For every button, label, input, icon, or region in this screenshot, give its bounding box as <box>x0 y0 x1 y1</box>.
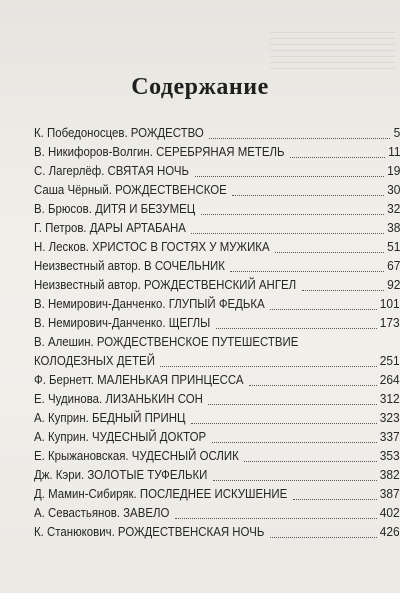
toc-page-number: 92 <box>386 277 400 292</box>
toc-entry-title: В. Немирович-Данченко. ГЛУПЫЙ ФЕДЬКА <box>34 296 265 311</box>
toc-entry-title: В. Алешин. РОЖДЕСТВЕНСКОЕ ПУТЕШЕСТВИЕ <box>34 334 299 349</box>
toc-page-number: 402 <box>380 505 400 520</box>
bleed-through-text <box>270 32 395 72</box>
toc-entry <box>34 313 400 332</box>
dot-leader <box>213 479 377 481</box>
toc-page-number: 5 <box>393 125 400 140</box>
toc-page-number: 337 <box>380 429 400 444</box>
toc-entry-title: А. Севастьянов. ЗАВЕЛО <box>34 505 170 520</box>
toc-page-number: 101 <box>380 296 400 311</box>
toc-page-number: 382 <box>380 467 400 482</box>
toc-entry <box>34 142 400 161</box>
toc-entry <box>34 237 400 256</box>
dot-leader <box>244 460 377 462</box>
toc-entry <box>34 218 400 237</box>
toc-entry-title: Неизвестный автор. РОЖДЕСТВЕНСКИЙ АНГЕЛ <box>34 277 297 292</box>
toc-page-number: 251 <box>380 353 400 368</box>
toc-page-number: 30 <box>386 182 400 197</box>
toc-entry-title: А. Куприн. ЧУДЕСНЫЙ ДОКТОР <box>34 429 207 444</box>
toc-entry <box>34 275 400 294</box>
dot-leader <box>270 308 377 310</box>
toc-entry-title: Е. Чудинова. ЛИЗАНЬКИН СОН <box>34 391 203 406</box>
dot-leader <box>191 232 383 234</box>
toc-entry-title: С. Лагерлёф. СВЯТАЯ НОЧЬ <box>34 163 190 178</box>
toc-entry <box>34 465 400 484</box>
toc-entry-title: Н. Лесков. ХРИСТОС В ГОСТЯХ У МУЖИКА <box>34 239 270 254</box>
toc-entry <box>34 446 400 465</box>
toc-entry <box>34 408 400 427</box>
toc-entry <box>34 332 400 370</box>
toc-page-number: 312 <box>380 391 400 406</box>
toc-entry <box>34 161 400 180</box>
dot-leader <box>293 498 377 500</box>
toc-entry-title: К. Победоносцев. РОЖДЕСТВО <box>34 125 204 140</box>
toc-entry-title: Дж. Кэри. ЗОЛОТЫЕ ТУФЕЛЬКИ <box>34 467 208 482</box>
toc-page-number: 264 <box>380 372 400 387</box>
toc-entry <box>34 389 400 408</box>
toc-entry <box>34 199 400 218</box>
toc-entry-title: К. Станюкович. РОЖДЕСТВЕНСКАЯ НОЧЬ <box>34 524 265 539</box>
toc-entry-title: Саша Чёрный. РОЖДЕСТВЕНСКОЕ <box>34 182 227 197</box>
dot-leader <box>195 175 384 177</box>
dot-leader <box>270 536 377 538</box>
toc-page-number: 38 <box>386 220 400 235</box>
dot-leader <box>290 156 385 158</box>
dot-leader <box>302 289 384 291</box>
dot-leader <box>209 137 390 139</box>
toc-entry <box>34 427 400 446</box>
dot-leader <box>191 422 377 424</box>
toc-entry-title: Неизвестный автор. В СОЧЕЛЬНИК <box>34 258 225 273</box>
toc-entry <box>34 256 400 275</box>
dot-leader <box>208 403 377 405</box>
page-title: Содержание <box>131 74 269 100</box>
toc-entry <box>34 123 400 142</box>
toc-entry-title: Г. Петров. ДАРЫ АРТАБАНА <box>34 220 186 235</box>
toc-entry-title-continued: КОЛОДЕЗНЫХ ДЕТЕЙ <box>34 353 155 368</box>
toc-entry <box>34 370 400 389</box>
toc-page-number: 32 <box>386 201 400 216</box>
toc-page-number: 11 <box>387 144 400 159</box>
toc-page-number: 173 <box>380 315 400 330</box>
toc-page-number: 51 <box>386 239 400 254</box>
toc-page-number: 19 <box>386 163 400 178</box>
dot-leader <box>249 384 377 386</box>
toc-page-number: 387 <box>380 486 400 501</box>
toc-entry-title: В. Никифоров-Волгин. СЕРЕБРЯНАЯ МЕТЕЛЬ <box>34 144 285 159</box>
dot-leader <box>212 441 377 443</box>
table-of-contents <box>34 123 400 541</box>
toc-entry <box>34 484 400 503</box>
dot-leader <box>175 517 377 519</box>
toc-page-number: 353 <box>380 448 400 463</box>
dot-leader <box>230 270 383 272</box>
toc-page-number: 323 <box>380 410 400 425</box>
toc-entry-title: А. Куприн. БЕДНЫЙ ПРИНЦ <box>34 410 186 425</box>
dot-leader <box>275 251 384 253</box>
toc-entry-title: В. Немирович-Данченко. ЩЕГЛЫ <box>34 315 211 330</box>
toc-entry-title: Ф. Бернетт. МАЛЕНЬКАЯ ПРИНЦЕССА <box>34 372 244 387</box>
toc-entry <box>34 503 400 522</box>
dot-leader <box>232 194 383 196</box>
dot-leader <box>160 365 377 367</box>
dot-leader <box>201 213 384 215</box>
toc-page-number: 426 <box>380 524 400 539</box>
toc-page-number: 67 <box>386 258 400 273</box>
toc-entry <box>34 294 400 313</box>
toc-entry-title: В. Брюсов. ДИТЯ И БЕЗУМЕЦ <box>34 201 196 216</box>
toc-entry <box>34 522 400 541</box>
toc-entry <box>34 180 400 199</box>
dot-leader <box>216 327 377 329</box>
toc-entry-title: Д. Мамин-Сибиряк. ПОСЛЕДНЕЕ ИСКУШЕНИЕ <box>34 486 288 501</box>
toc-entry-title: Е. Крыжановская. ЧУДЕСНЫЙ ОСЛИК <box>34 448 239 463</box>
